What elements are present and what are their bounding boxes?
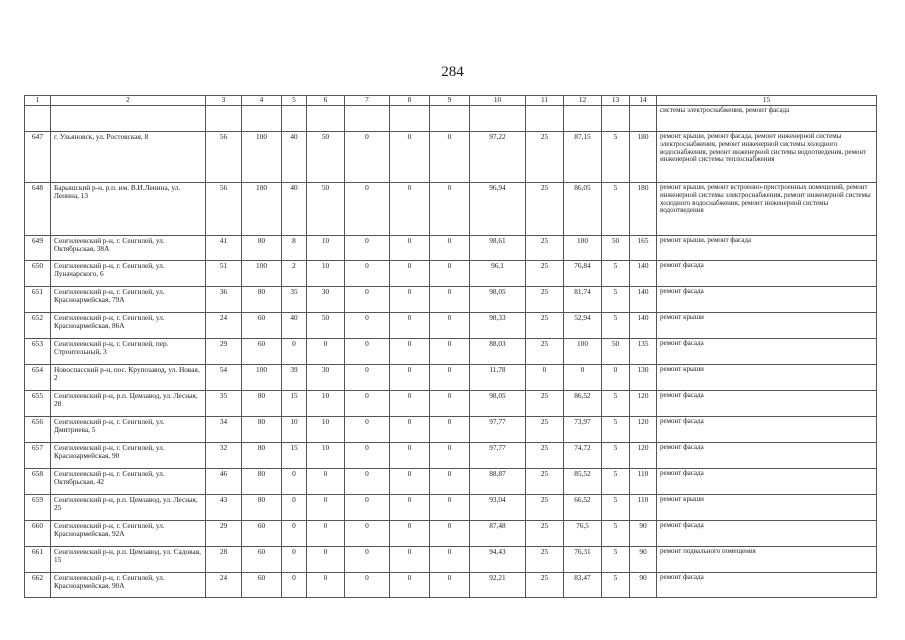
cell-col-5: 40: [282, 313, 307, 339]
cell-col-10: 98,05: [470, 391, 526, 417]
cell-col-8: 0: [390, 313, 430, 339]
cell-col-13: 50: [602, 236, 630, 261]
cell-col-9: 0: [430, 521, 470, 547]
cell-row-number: 662: [25, 573, 51, 598]
column-number-row: [25, 96, 877, 106]
cell-col-14: 90: [630, 547, 657, 573]
cell-col-12: 85,52: [564, 469, 602, 495]
cell-col-8: 0: [390, 469, 430, 495]
column-number: 15: [657, 96, 877, 106]
cell-address: Сенгилеевский р-н, г. Сенгилей, пер. Строительный, 3: [51, 339, 206, 365]
cell-col-10: 96,94: [470, 183, 526, 236]
cell-col-3: 41: [206, 236, 242, 261]
cell-col-5: 35: [282, 287, 307, 313]
cell-col-5: 40: [282, 132, 307, 183]
cell-col-11: 25: [526, 573, 564, 598]
cell-col-10: 98,05: [470, 287, 526, 313]
cell-col-10: 87,48: [470, 521, 526, 547]
cell-col-7: 0: [345, 573, 390, 598]
cell-col-8: 0: [390, 261, 430, 287]
cell-repair-works: ремонт крыши: [657, 313, 877, 339]
cell-col-10: 97,22: [470, 132, 526, 183]
cell-col-10: 88,87: [470, 469, 526, 495]
cell-row-number: 650: [25, 261, 51, 287]
cell-col-10: 96,1: [470, 261, 526, 287]
cell-col-11: 25: [526, 287, 564, 313]
cell-col-12: 74,72: [564, 443, 602, 469]
cell-col-8: 0: [390, 287, 430, 313]
column-number: 5: [282, 96, 307, 106]
table-row: [25, 365, 877, 391]
cell-repair-works: ремонт крыши, ремонт фасада: [657, 236, 877, 261]
cell-col-8: 0: [390, 365, 430, 391]
column-number: 6: [307, 96, 345, 106]
cell-row-number: 649: [25, 236, 51, 261]
page-number: 284: [441, 64, 464, 80]
cell-col-14: 110: [630, 469, 657, 495]
table-row: [25, 469, 877, 495]
cell-col-8: 0: [390, 391, 430, 417]
cell-repair-works: ремонт крыши: [657, 495, 877, 521]
column-number: 12: [564, 96, 602, 106]
cell-address: Сенгилеевский р-н, р.п. Цемзавод, ул. Лесная, 28: [51, 391, 206, 417]
cell-address: Сенгилеевский р-н, г. Сенгилей, ул. Луначарского, 6: [51, 261, 206, 287]
cell-col-10: 94,43: [470, 547, 526, 573]
cell-col-4: 60: [242, 521, 282, 547]
cell-col-4: 80: [242, 287, 282, 313]
cell-col-10: 92,21: [470, 573, 526, 598]
cell-row-number: 660: [25, 521, 51, 547]
cell-col-7: 0: [345, 521, 390, 547]
cell-col-13: 5: [602, 132, 630, 183]
cell-col-14: 140: [630, 287, 657, 313]
column-number: 1: [25, 96, 51, 106]
cell-row-number: 657: [25, 443, 51, 469]
cell-col-12: 66,52: [564, 495, 602, 521]
cell-col-7: 0: [345, 132, 390, 183]
cell-col-3: 24: [206, 313, 242, 339]
cell-col-3: 36: [206, 287, 242, 313]
cell-col-4: 60: [242, 339, 282, 365]
cell-address: Сенгилеевский р-н, г. Сенгилей, ул. Октябрьская, 38А: [51, 236, 206, 261]
cell-col-6: 50: [307, 132, 345, 183]
column-number: 8: [390, 96, 430, 106]
cell-col-13: 5: [602, 417, 630, 443]
cell-col-4: 80: [242, 236, 282, 261]
cell-address: Сенгилеевский р-н, г. Сенгилей, ул. Октябрьская, 42: [51, 469, 206, 495]
cell-col-8: 0: [390, 339, 430, 365]
cell-col-8: 0: [390, 573, 430, 598]
cell-col-7: 0: [345, 339, 390, 365]
cell-col-5: 15: [282, 443, 307, 469]
cell-address: Сенгилеевский р-н, г. Сенгилей, ул. Красноармейская, 90А: [51, 573, 206, 598]
cell-col-5: 0: [282, 469, 307, 495]
cell-col-9: 0: [430, 547, 470, 573]
cell-col-5: 2: [282, 261, 307, 287]
cell-col-11: 25: [526, 495, 564, 521]
table-row: [25, 495, 877, 521]
cell-col-14: 120: [630, 391, 657, 417]
cell-col-5: 15: [282, 391, 307, 417]
cell-col-4: 100: [242, 261, 282, 287]
cell-col-8: 0: [390, 495, 430, 521]
cell-col-13: 5: [602, 183, 630, 236]
cell-col-6: 10: [307, 261, 345, 287]
cell-col-7: 0: [345, 183, 390, 236]
cell-col-3: 56: [206, 183, 242, 236]
cell-col-3: 32: [206, 443, 242, 469]
cell-col-7: 0: [345, 365, 390, 391]
cell-col-9: 0: [430, 313, 470, 339]
cell-repair-works: ремонт фасада: [657, 521, 877, 547]
cell-col-13: 5: [602, 313, 630, 339]
cell-col-3: 46: [206, 469, 242, 495]
cell-repair-works: ремонт подвального помещения: [657, 547, 877, 573]
cell-col-6: 10: [307, 391, 345, 417]
cell-col-11: 25: [526, 417, 564, 443]
cell-col-11: 25: [526, 391, 564, 417]
cell-col-9: 0: [430, 365, 470, 391]
cell-col-11: 25: [526, 132, 564, 183]
cell-col-7: 0: [345, 547, 390, 573]
cell-col-3: 56: [206, 132, 242, 183]
cell-col-12: 100: [564, 236, 602, 261]
cell-col-14: 90: [630, 573, 657, 598]
cell-address: Сенгилеевский р-н, г. Сенгилей, ул. Красноармейская, 90: [51, 443, 206, 469]
cell-col-7: 0: [345, 287, 390, 313]
continuation-text: системы электроснабжения, ремонт фасада: [657, 106, 877, 132]
cell-col-9: 0: [430, 132, 470, 183]
table-row: [25, 287, 877, 313]
cell-col-8: 0: [390, 417, 430, 443]
cell-col-7: 0: [345, 236, 390, 261]
cell-col-9: 0: [430, 339, 470, 365]
cell-col-4: 100: [242, 365, 282, 391]
cell-col-5: 8: [282, 236, 307, 261]
cell-row-number: 656: [25, 417, 51, 443]
cell-col-11: 25: [526, 521, 564, 547]
cell-col-12: 76,84: [564, 261, 602, 287]
cell-col-10: 88,03: [470, 339, 526, 365]
cell-repair-works: ремонт фасада: [657, 417, 877, 443]
cell-col-14: 140: [630, 313, 657, 339]
cell-col-3: 51: [206, 261, 242, 287]
cell-col-14: 110: [630, 495, 657, 521]
cell-col-5: 0: [282, 339, 307, 365]
table-row: [25, 547, 877, 573]
column-number: 7: [345, 96, 390, 106]
cell-col-11: 25: [526, 236, 564, 261]
table-row: [25, 443, 877, 469]
cell-col-6: 10: [307, 443, 345, 469]
table-row: [25, 573, 877, 598]
cell-col-14: 120: [630, 417, 657, 443]
table-row: [25, 132, 877, 183]
cell-col-12: 73,97: [564, 417, 602, 443]
cell-col-6: 0: [307, 547, 345, 573]
cell-col-3: 43: [206, 495, 242, 521]
cell-col-14: 165: [630, 236, 657, 261]
cell-col-8: 0: [390, 443, 430, 469]
cell-col-4: 80: [242, 443, 282, 469]
cell-repair-works: ремонт фасада: [657, 391, 877, 417]
cell-col-13: 5: [602, 261, 630, 287]
cell-col-11: 25: [526, 547, 564, 573]
cell-col-7: 0: [345, 469, 390, 495]
cell-col-6: 10: [307, 417, 345, 443]
cell-col-14: 120: [630, 443, 657, 469]
cell-col-9: 0: [430, 443, 470, 469]
cell-col-14: 135: [630, 339, 657, 365]
cell-repair-works: ремонт крыши: [657, 365, 877, 391]
cell-repair-works: ремонт фасада: [657, 261, 877, 287]
cell-col-3: 28: [206, 547, 242, 573]
cell-repair-works: ремонт крыши, ремонт встроенно-пристроенных помещений, ремонт инженерной системы электроснабжения, ремонт инженерной системы холодного водоснабжения, ремонт инженерной системы водоотведения: [657, 183, 877, 236]
column-number: 13: [602, 96, 630, 106]
cell-col-6: 0: [307, 495, 345, 521]
cell-col-8: 0: [390, 547, 430, 573]
cell-col-11: 25: [526, 339, 564, 365]
cell-col-8: 0: [390, 183, 430, 236]
cell-col-5: 0: [282, 573, 307, 598]
cell-col-3: 24: [206, 573, 242, 598]
cell-col-12: 76,5: [564, 521, 602, 547]
cell-col-9: 0: [430, 236, 470, 261]
cell-address: Сенгилеевский р-н, г. Сенгилей, ул. Дмитриева, 5: [51, 417, 206, 443]
cell-col-6: 0: [307, 521, 345, 547]
cell-address: Сенгилеевский р-н, р.п. Цемзавод, ул. Садовая, 15: [51, 547, 206, 573]
cell-col-14: 180: [630, 132, 657, 183]
cell-row-number: 659: [25, 495, 51, 521]
cell-col-12: 86,52: [564, 391, 602, 417]
cell-address: Сенгилеевский р-н, г. Сенгилей, ул. Красноармейская, 79А: [51, 287, 206, 313]
column-number: 3: [206, 96, 242, 106]
cell-col-13: 5: [602, 469, 630, 495]
cell-col-11: 25: [526, 313, 564, 339]
cell-col-5: 39: [282, 365, 307, 391]
cell-col-7: 0: [345, 391, 390, 417]
cell-address: Сенгилеевский р-н, г. Сенгилей, ул. Красноармейская, 86А: [51, 313, 206, 339]
cell-address: Сенгилеевский р-н, р.п. Цемзавод, ул. Лесная, 25: [51, 495, 206, 521]
cell-col-10: 97,77: [470, 443, 526, 469]
column-number: 9: [430, 96, 470, 106]
table-row: [25, 521, 877, 547]
cell-address: Сенгилеевский р-н, г. Сенгилей, ул. Красноармейская, 92А: [51, 521, 206, 547]
cell-col-5: 0: [282, 521, 307, 547]
cell-col-5: 0: [282, 495, 307, 521]
cell-col-6: 0: [307, 573, 345, 598]
cell-col-10: 98,61: [470, 236, 526, 261]
cell-col-11: 0: [526, 365, 564, 391]
cell-col-6: 0: [307, 469, 345, 495]
continuation-row: [25, 106, 877, 132]
cell-col-7: 0: [345, 261, 390, 287]
cell-col-13: 5: [602, 391, 630, 417]
cell-address: Новоспасский р-н, пос. Крупозавод, ул. Новая, 2: [51, 365, 206, 391]
cell-col-9: 0: [430, 573, 470, 598]
table-row: [25, 236, 877, 261]
cell-row-number: 654: [25, 365, 51, 391]
cell-col-9: 0: [430, 469, 470, 495]
cell-col-12: 86,05: [564, 183, 602, 236]
cell-row-number: 651: [25, 287, 51, 313]
cell-col-13: 5: [602, 287, 630, 313]
cell-col-4: 60: [242, 313, 282, 339]
cell-col-14: 130: [630, 365, 657, 391]
cell-col-12: 81,74: [564, 287, 602, 313]
cell-address: г. Ульяновск, ул. Ростовская, 8: [51, 132, 206, 183]
table-row: [25, 313, 877, 339]
cell-col-4: 80: [242, 391, 282, 417]
column-number: 10: [470, 96, 526, 106]
table-row: [25, 391, 877, 417]
cell-col-6: 50: [307, 313, 345, 339]
cell-col-7: 0: [345, 443, 390, 469]
cell-row-number: 655: [25, 391, 51, 417]
cell-col-5: 40: [282, 183, 307, 236]
cell-col-13: 5: [602, 547, 630, 573]
cell-col-9: 0: [430, 261, 470, 287]
column-number: 14: [630, 96, 657, 106]
cell-row-number: 648: [25, 183, 51, 236]
cell-col-5: 0: [282, 547, 307, 573]
cell-col-6: 30: [307, 365, 345, 391]
cell-col-11: 25: [526, 469, 564, 495]
cell-col-12: 83,47: [564, 573, 602, 598]
cell-col-9: 0: [430, 391, 470, 417]
cell-col-9: 0: [430, 495, 470, 521]
column-number: 4: [242, 96, 282, 106]
cell-col-4: 80: [242, 417, 282, 443]
table-body: [25, 96, 877, 598]
cell-col-12: 0: [564, 365, 602, 391]
cell-col-9: 0: [430, 287, 470, 313]
cell-col-8: 0: [390, 521, 430, 547]
cell-repair-works: ремонт крыши, ремонт фасада, ремонт инженерной системы электроснабжения, ремонт инженерной системы холодного водоснабжения, ремонт инженерной системы водоотведения, ремонт инженерной системы теплоснабжения: [657, 132, 877, 183]
cell-col-13: 0: [602, 365, 630, 391]
cell-col-12: 76,31: [564, 547, 602, 573]
cell-col-4: 100: [242, 183, 282, 236]
cell-col-12: 87,15: [564, 132, 602, 183]
cell-col-8: 0: [390, 236, 430, 261]
cell-col-4: 80: [242, 469, 282, 495]
table-row: [25, 339, 877, 365]
cell-row-number: 647: [25, 132, 51, 183]
column-number: 2: [51, 96, 206, 106]
cell-row-number: 653: [25, 339, 51, 365]
cell-col-3: 29: [206, 521, 242, 547]
cell-col-4: 60: [242, 547, 282, 573]
cell-col-5: 10: [282, 417, 307, 443]
table-row: [25, 261, 877, 287]
cell-col-13: 5: [602, 521, 630, 547]
column-number: 11: [526, 96, 564, 106]
cell-col-6: 50: [307, 183, 345, 236]
cell-col-14: 90: [630, 521, 657, 547]
cell-col-10: 97,77: [470, 417, 526, 443]
cell-col-4: 100: [242, 132, 282, 183]
cell-col-8: 0: [390, 132, 430, 183]
cell-col-9: 0: [430, 417, 470, 443]
cell-col-13: 5: [602, 573, 630, 598]
cell-col-9: 0: [430, 183, 470, 236]
cell-repair-works: ремонт фасада: [657, 573, 877, 598]
cell-col-13: 50: [602, 339, 630, 365]
cell-col-13: 5: [602, 495, 630, 521]
cell-col-14: 140: [630, 261, 657, 287]
cell-col-6: 0: [307, 339, 345, 365]
cell-col-12: 100: [564, 339, 602, 365]
cell-col-7: 0: [345, 417, 390, 443]
cell-col-12: 52,94: [564, 313, 602, 339]
cell-col-3: 34: [206, 417, 242, 443]
cell-col-10: 98,33: [470, 313, 526, 339]
cell-col-11: 25: [526, 183, 564, 236]
cell-col-13: 5: [602, 443, 630, 469]
cell-row-number: 652: [25, 313, 51, 339]
cell-address: Барышский р-н, р.п. им. В.И.Ленина, ул. Ленина, 13: [51, 183, 206, 236]
cell-col-14: 180: [630, 183, 657, 236]
cell-repair-works: ремонт фасада: [657, 443, 877, 469]
cell-col-10: 93,04: [470, 495, 526, 521]
cell-col-10: 11,78: [470, 365, 526, 391]
cell-repair-works: ремонт фасада: [657, 339, 877, 365]
table-row: [25, 183, 877, 236]
cell-col-7: 0: [345, 495, 390, 521]
table-row: [25, 417, 877, 443]
cell-col-6: 10: [307, 236, 345, 261]
cell-row-number: 658: [25, 469, 51, 495]
cell-col-11: 25: [526, 261, 564, 287]
cell-col-4: 60: [242, 573, 282, 598]
cell-row-number: 661: [25, 547, 51, 573]
cell-col-4: 80: [242, 495, 282, 521]
cell-col-3: 29: [206, 339, 242, 365]
cell-col-3: 35: [206, 391, 242, 417]
cell-col-11: 25: [526, 443, 564, 469]
cell-repair-works: ремонт фасада: [657, 469, 877, 495]
cell-repair-works: ремонт фасада: [657, 287, 877, 313]
cell-col-7: 0: [345, 313, 390, 339]
cell-col-6: 30: [307, 287, 345, 313]
housing-repair-table: [24, 95, 877, 598]
cell-col-3: 54: [206, 365, 242, 391]
